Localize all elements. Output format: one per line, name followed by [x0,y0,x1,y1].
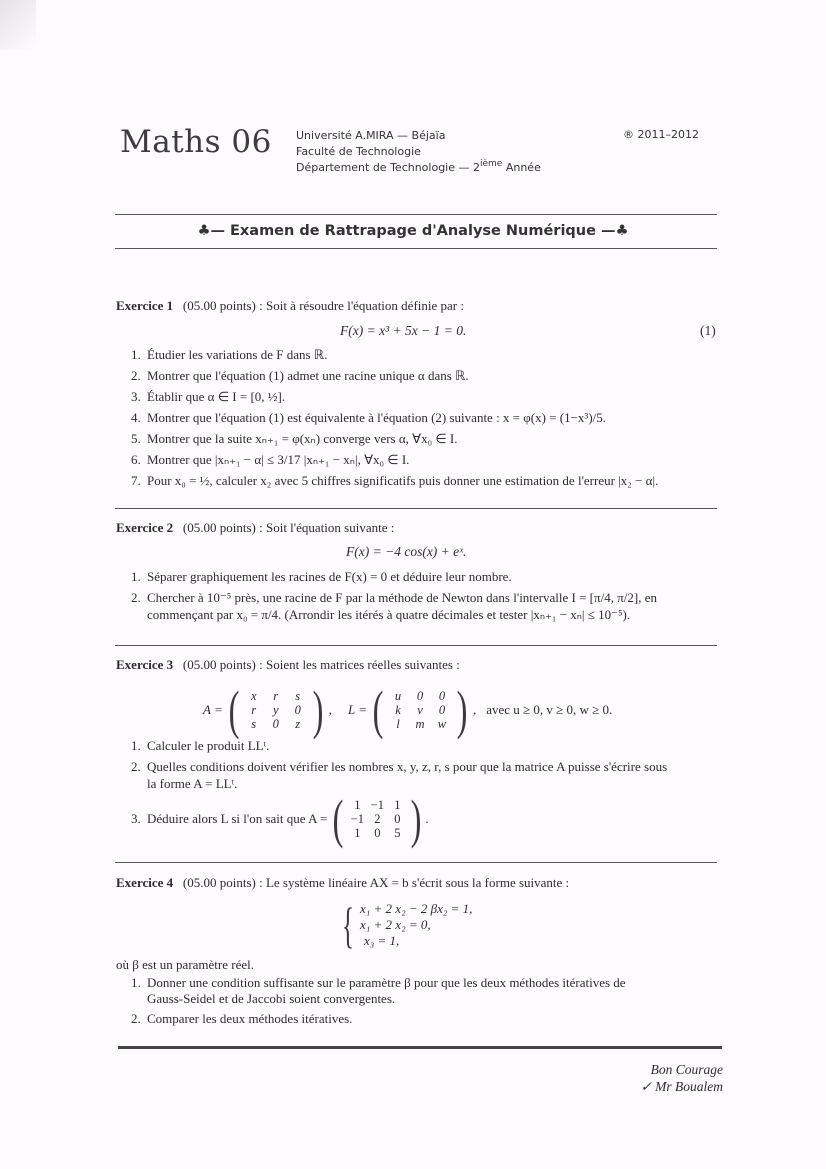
item-number: 7. [131,473,141,488]
exercise-2-item-2 [131,590,657,606]
exercise-1-item-2 [131,368,469,384]
matrix-conditions: avec u ≥ 0, v ≥ 0, w ≥ 0. [486,702,613,717]
item-number: 6. [131,452,141,467]
matrix-cell: r [251,703,257,717]
exercise-3-heading [116,657,460,673]
linear-system [336,897,473,953]
matrix-cell: s [295,689,301,703]
exercise-intro: : Soient les matrices réelles suivantes : [255,657,460,672]
scan-page-corner [0,0,36,50]
matrix-cell: v [417,703,423,717]
institution-info [296,128,541,176]
exercise-1-item-6 [131,452,409,468]
equation-1: F(x) = x³ + 5x − 1 = 0. [340,323,467,338]
exercise-4-item-1 [131,975,626,991]
right-paren: ) [456,680,468,740]
matrix-cell: −1 [350,812,364,826]
matrix-given [329,789,425,849]
closing-rule [118,1046,722,1049]
exercise-1-heading [116,298,464,314]
matrix-l [369,680,471,740]
exercise-4-heading [116,875,569,891]
exercise-label: Exercice 4 [116,875,174,890]
item-number: 2. [131,590,141,605]
year-superscript: ième [480,159,503,169]
matrix-cell: 0 [294,703,301,717]
exercise-2-item-1 [131,569,512,585]
comma: , [472,702,477,717]
title-rule-bottom [115,248,717,249]
section-rule [115,508,717,509]
exercise-2-item-2-continued: commençant par x₀ = π/4. (Arrondir les itérés à quatre décimales et tester |xₙ₊₁ − xₙ| ≤ 10⁻⁵). [147,607,631,622]
system-line-1: x₁ + 2 x₂ − 2 βx₂ = 1, [360,901,473,916]
exercise-3-item-2 [131,759,667,775]
item-number: 2. [131,759,141,774]
matrix-cell: s [251,717,257,731]
system-equations [360,901,472,949]
matrix-a-cells [243,689,309,731]
item-number: 3. [131,389,141,404]
matrix-cell: m [415,717,425,731]
item-text: Donner une condition suffisante sur le paramètre β pour que les deux méthodes itératives de [147,975,626,990]
matrix-cell: −1 [370,798,384,812]
matrix-a [225,680,327,740]
exercise-intro: : Soit à résoudre l'équation définie par : [255,298,464,313]
exercise-1-item-1 [131,347,327,363]
right-paren: ) [312,680,324,740]
item-text: Quelles conditions doivent vérifier les nombres x, y, z, r, s pour que la matrice A puisse s'écrire sous [147,759,668,774]
exercise-4-item-2 [131,1011,352,1027]
matrix-cell: 1 [354,826,361,840]
item-number: 5. [131,431,141,446]
item-text: Montrer que l'équation (1) admet une racine unique α dans ℝ. [147,368,469,383]
left-paren: ( [228,680,240,740]
faculty-name: Faculté de Technologie [296,145,421,158]
item-number: 3. [131,811,141,826]
item-text: Montrer que |xₙ₊₁ − α| ≤ 3/17 |xₙ₊₁ − xₙ|, ∀x₀ ∈ I. [147,452,410,467]
exercise-label: Exercice 2 [116,520,174,535]
period: . [425,811,429,826]
item-number: 1. [131,975,141,990]
exercise-2-heading [116,520,394,536]
exercise-1-item-4 [131,410,606,426]
matrix-l-cells [387,689,453,731]
matrix-cell: 2 [374,812,381,826]
item-number: 4. [131,410,141,425]
exercise-1-item-3 [131,389,285,405]
title-rule-top [115,214,717,215]
exercise-3-item-2-continued: la forme A = LLᵗ. [147,776,238,791]
exercise-points: (05.00 points) [182,298,256,313]
exercise-3-item-3 [131,789,429,849]
item-text: Chercher à 10⁻⁵ près, une racine de F par la méthode de Newton dans l'intervalle I = [π/4, π/2], en [147,590,657,605]
department-name [296,160,541,176]
exercise-label: Exercice 3 [116,657,174,672]
item-number: 1. [131,569,141,584]
exercise-1-item-7 [131,473,658,489]
equation-number-1: (1) [700,323,716,338]
exercise-3-item-1 [131,738,269,754]
matrix-cell: k [395,703,401,717]
exercise-points: (05.00 points) [182,875,256,890]
matrix-cell: w [437,717,447,731]
left-brace: { [342,897,354,953]
matrix-cell: y [272,703,279,717]
matrix-cell: r [273,689,279,703]
exercise-4-item-1-continued: Gauss-Seidel et de Jaccobi soient convergentes. [147,991,396,1006]
exercise-intro: : Le système linéaire AX = b s'écrit sous la forme suivante : [255,875,570,890]
item-text: Calculer le produit LLᵗ. [147,738,270,753]
matrix-cell: 5 [394,826,401,840]
item-number: 2. [131,1011,141,1026]
department-text: Département de Technologie — 2 [296,161,480,174]
equation-2: F(x) = −4 cos(x) + eˣ. [346,544,467,559]
section-rule [115,862,717,863]
matrix-cell: 0 [438,703,446,717]
matrix-cell: 0 [416,689,424,703]
left-paren: ( [372,680,384,740]
exercise-points: (05.00 points) [182,520,256,535]
item-number: 2. [131,368,141,383]
item-text: Séparer graphiquement les racines de F(x) = 0 et déduire leur nombre. [147,569,512,584]
left-paren: ( [332,789,344,849]
item-number: 1. [131,347,141,362]
item-number: 1. [131,738,141,753]
system-line-3: x₃ = 1, [364,933,400,948]
matrix-cell: x [250,689,257,703]
matrix-cell: 0 [374,826,381,840]
course-title: Maths 06 [120,124,272,160]
system-line-2: x₁ + 2 x₂ = 0, [360,917,431,932]
item-text: Montrer que la suite xₙ₊₁ = φ(xₙ) converge vers α, ∀x₀ ∈ I. [147,431,458,446]
matrix-cell: 0 [272,717,279,731]
matrix-cell: 1 [394,798,401,812]
comma: , [328,702,332,717]
section-rule [115,645,717,646]
matrix-a-label: A = [203,702,223,717]
matrix-cell: 1 [354,798,361,812]
exam-title: ♣— Examen de Rattrapage d'Analyse Numérique —♣ [197,223,629,239]
matrix-l-label: L = [347,702,367,717]
item-text: Montrer que l'équation (1) est équivalente à l'équation (2) suivante : x = φ(x) = (1−x³)/5. [147,410,607,425]
university-name: Université A.MIRA — Béjaïa [296,129,446,142]
matrix-cell: l [396,717,400,731]
closing-wish: Bon Courage [650,1062,723,1077]
matrices-definition [203,680,613,740]
item-text: Comparer les deux méthodes itératives. [147,1011,353,1026]
exercise-1-item-5 [131,431,458,447]
matrix-given-cells [347,798,407,840]
exercise-points: (05.00 points) [182,657,256,672]
matrix-cell: u [394,689,402,703]
item-text: Pour x₀ = ½, calculer x₂ avec 5 chiffres significatifs puis donner une estimation de l'erreur |x₂ − α|. [147,473,659,488]
item-text: Étudier les variations de F dans ℝ. [147,347,328,362]
matrix-cell: 0 [438,689,446,703]
right-paren: ) [410,789,422,849]
item-text: Déduire alors L si l'on sait que A = [147,811,328,826]
author-signature: ✓ Mr Boualem [640,1079,723,1094]
item-text: Établir que α ∈ I = [0, ½]. [147,389,286,404]
matrix-cell: 0 [394,812,401,826]
parameter-note: où β est un paramètre réel. [116,957,254,972]
year-text: Année [502,161,541,174]
exercise-intro: : Soit l'équation suivante : [255,520,395,535]
exercise-label: Exercice 1 [116,298,174,313]
matrix-cell: z [295,717,301,731]
academic-year: ® 2011–2012 [623,128,699,141]
